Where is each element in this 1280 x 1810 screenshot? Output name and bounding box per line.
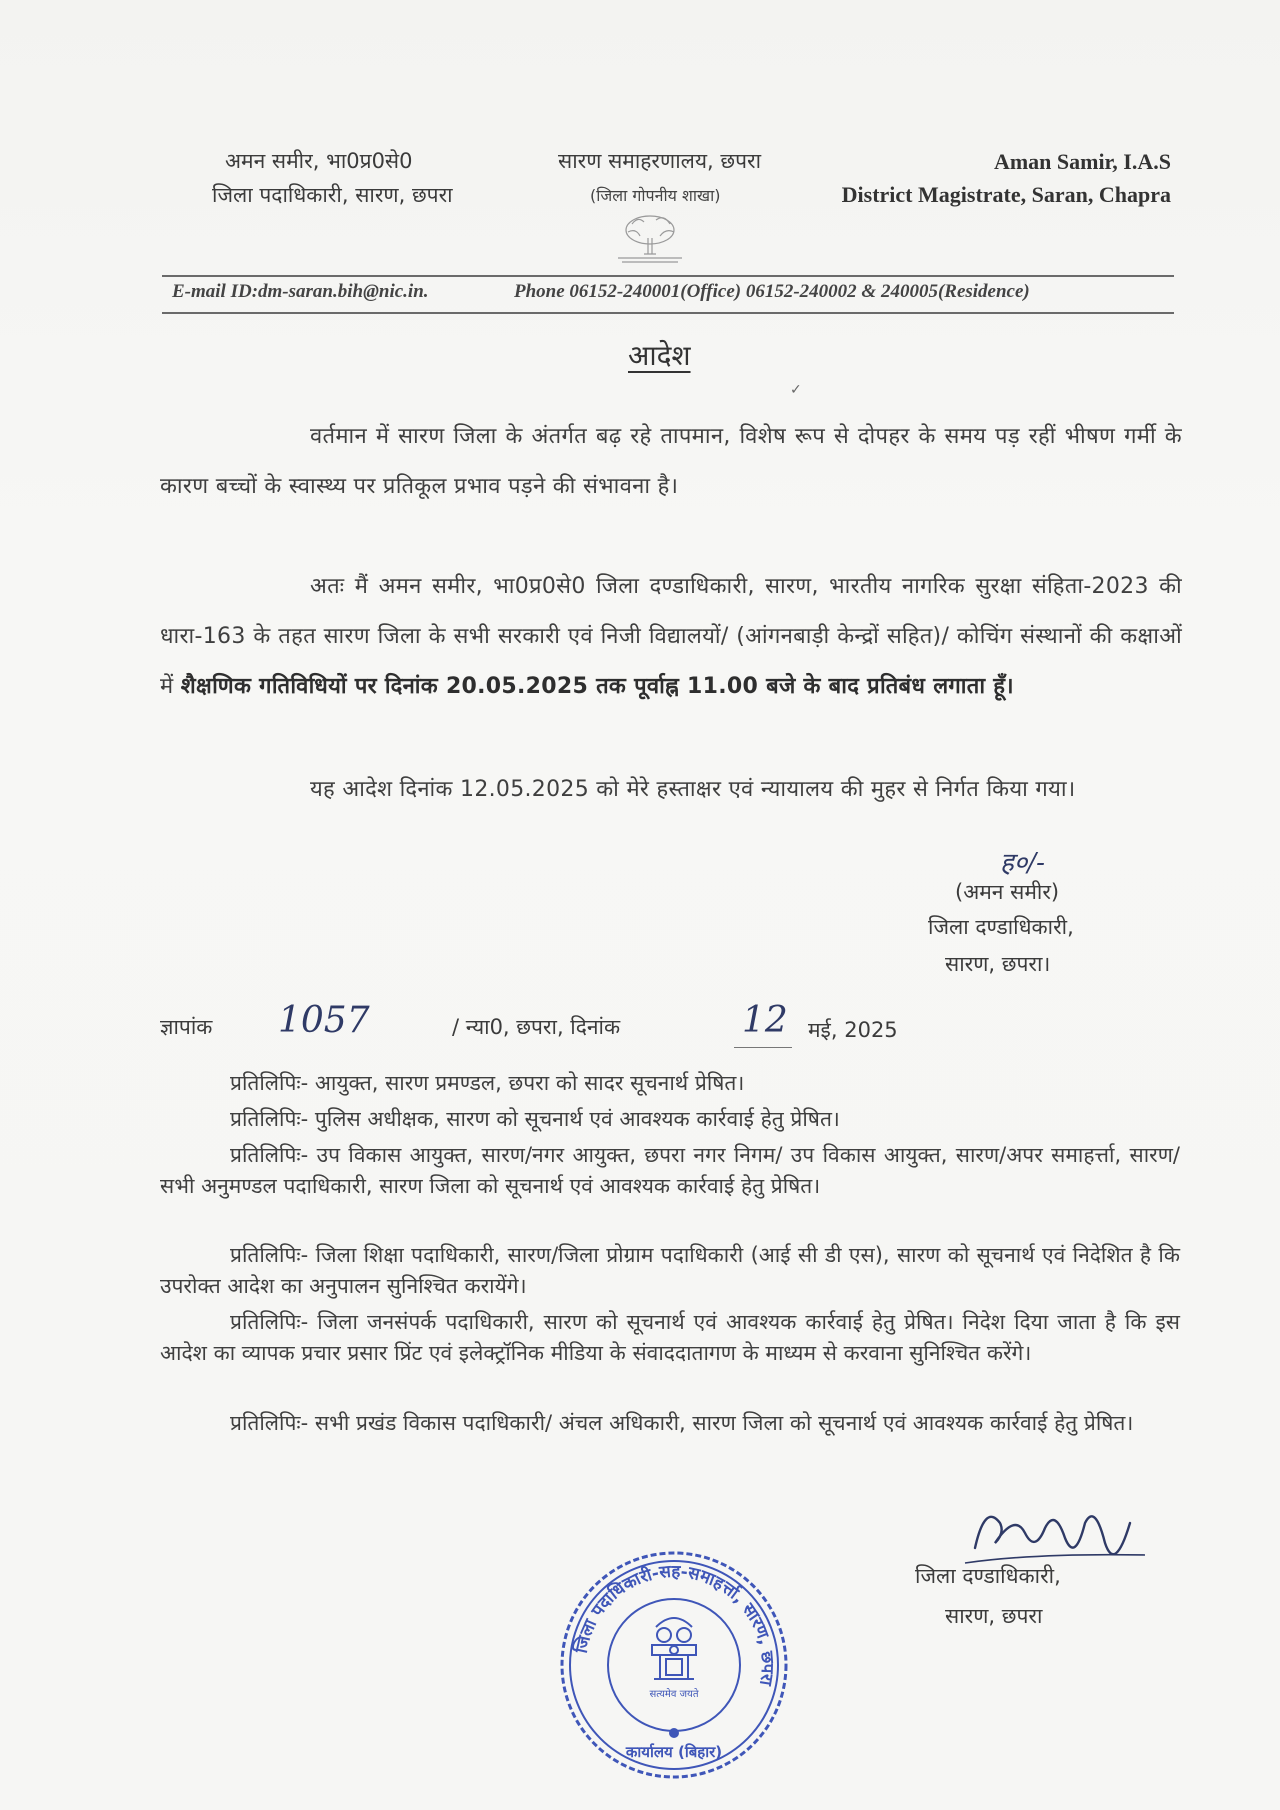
memo-day-underline: [734, 1047, 792, 1048]
memo-office-date: / न्या0, छपरा, दिनांक: [452, 1015, 621, 1039]
signature2-designation: जिला दण्डाधिकारी,: [915, 1564, 1061, 1588]
order-paragraph-1: [160, 412, 1182, 512]
contact-phone: Phone 06152-240001(Office) 06152-240002 & 240005(Residence): [514, 281, 1030, 302]
order-paragraph-1-text: वर्तमान में सारण जिला के अंतर्गत बढ़ रहे तापमान, विशेष रूप से दोपहर के समय पड़ रहीं भीषण गर्मी के कारण बच्चों के स्वास्थ्य पर प्रतिकूल प्रभाव पड़ने की संभावना है।: [160, 424, 1182, 499]
stamp-bottom-text: कार्यालय (बिहार): [625, 1743, 723, 1761]
order-title: आदेश: [628, 339, 691, 372]
copy-item-text: प्रतिलिपिः- सभी प्रखंड विकास पदाधिकारी/ अंचल अधिकारी, सारण जिला को सूचनार्थ एवं आवश्यक कार्रवाई हेतु प्रेषित।: [230, 1411, 1134, 1435]
stamp-chakra-icon: [669, 1728, 679, 1738]
contact-email: E-mail ID:dm-saran.bih@nic.in.: [172, 281, 429, 302]
copy-item-text: प्रतिलिपिः- जिला शिक्षा पदाधिकारी, सारण/जिला प्रोग्राम पदाधिकारी (आई सी डी एस), सारण को सूचनार्थ एवं निदेशित है कि उपरोक्त आदेश का अनुपालन सुनिश्चित करायेंगे।: [160, 1243, 1180, 1298]
official-stamp: [556, 1547, 792, 1783]
memo-number: 1057: [278, 1000, 370, 1041]
signature2-place: सारण, छपरा: [945, 1604, 1043, 1628]
header-right-name: Aman Samir, I.A.S: [993, 149, 1171, 174]
header-right-designation: District Magistrate, Saran, Chapra: [841, 182, 1171, 207]
bodhi-tree-logo: [612, 210, 688, 266]
order-paragraph-2-text: अतः मैं अमन समीर, भा0प्र0से0 जिला दण्डाधिकारी, सारण, भारतीय नागरिक सुरक्षा संहिता-2023 की धारा-163 के तहत सारण जिला के सभी सरकारी एवं निजी विद्यालयों/ (आंगनबाड़ी केन्द्रों सहित)/ कोचिंग संस्थानों की कक्षाओं में: [160, 574, 1182, 699]
signature-initial: ह०/-: [1000, 848, 1045, 878]
header-rule-top: [162, 275, 1174, 277]
order-paragraph-2-bold: शैक्षणिक गतिविधियों पर दिनांक 20.05.2025 तक पूर्वाह्न 11.00 बजे के बाद प्रतिबंध लगाता हूँ।: [180, 674, 1014, 699]
memo-month-year: मई, 2025: [808, 1018, 898, 1042]
order-paragraph-2: [160, 562, 1182, 712]
order-paragraph-3-text: यह आदेश दिनांक 12.05.2025 को मेरे हस्ताक्षर एवं न्यायालय की मुहर से निर्गत किया गया।: [310, 777, 1076, 802]
copy-item-2: [160, 1104, 1180, 1135]
copy-item-4: [160, 1240, 1180, 1302]
copy-item-6: [160, 1408, 1180, 1439]
memo-day: 12: [742, 1000, 788, 1041]
header-left-designation: जिला पदाधिकारी, सारण, छपरा: [212, 183, 453, 207]
header-rule-bottom: [162, 312, 1174, 314]
stamp-ring-text: जिला पदाधिकारी-सह-समाहर्त्ता, सारण, छपरा: [571, 1561, 778, 1687]
stamp-motto: सत्यमेव जयते: [649, 1689, 699, 1700]
ashoka-emblem-icon: [652, 1618, 696, 1679]
header-left-name: अमन समीर, भा0प्र0से0: [225, 149, 413, 173]
signature-place: सारण, छपरा।: [945, 952, 1051, 976]
header-center-office: सारण समाहरणालय, छपरा: [558, 149, 762, 173]
copy-item-5: [160, 1307, 1180, 1369]
memo-label: ज्ञापांक: [160, 1015, 213, 1039]
copy-item-text: प्रतिलिपिः- पुलिस अधीक्षक, सारण को सूचनार्थ एवं आवश्यक कार्रवाई हेतु प्रेषित।: [230, 1107, 840, 1131]
signature-designation: जिला दण्डाधिकारी,: [928, 915, 1074, 939]
copy-item-1: [160, 1068, 1180, 1099]
copy-item-text: प्रतिलिपिः- उप विकास आयुक्त, सारण/नगर आयुक्त, छपरा नगर निगम/ उप विकास आयुक्त, सारण/अपर समाहर्त्ता, सारण/ सभी अनुमण्डल पदाधिकारी, सारण जिला को सूचनार्थ एवं आवश्यक कार्रवाई हेतु प्रेषित।: [160, 1143, 1180, 1198]
copy-item-text: प्रतिलिपिः- आयुक्त, सारण प्रमण्डल, छपरा को सादर सूचनार्थ प्रेषित।: [230, 1071, 745, 1095]
header-center-branch: (जिला गोपनीय शाखा): [590, 186, 721, 205]
signature-name: (अमन समीर): [955, 880, 1060, 904]
copy-item-3: [160, 1140, 1180, 1202]
copy-item-text: प्रतिलिपिः- जिला जनसंपर्क पदाधिकारी, सारण को सूचनार्थ एवं आवश्यक कार्रवाई हेतु प्रेषित। निदेश दिया जाता है कि इस आदेश का व्यापक प्रचार प्रसार प्रिंट एवं इलेक्ट्रॉनिक मीडिया के संवाददातागण के माध्यम से करवाना सुनिश्चित करेंगे।: [160, 1310, 1180, 1365]
tick-mark-icon: ✓: [790, 382, 802, 398]
order-paragraph-3: [160, 765, 1182, 815]
